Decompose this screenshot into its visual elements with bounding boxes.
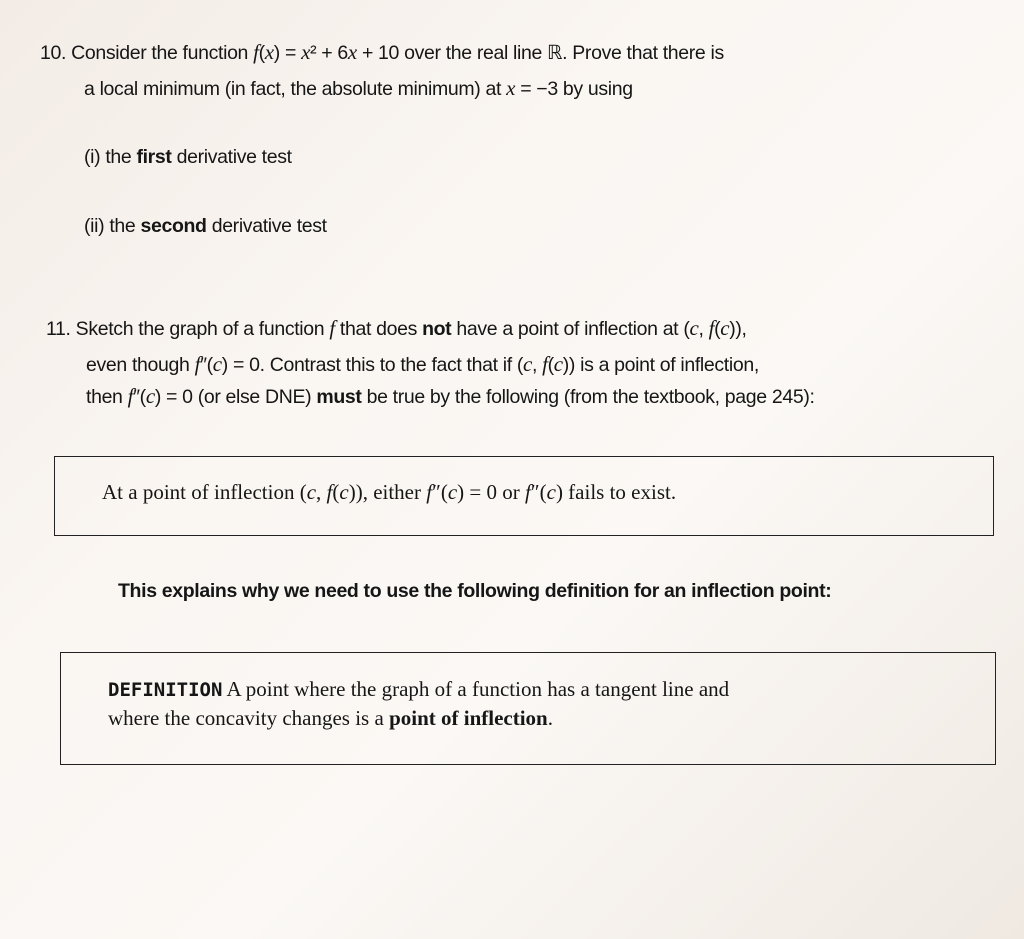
text-segment: ) fails to exist. bbox=[555, 480, 677, 504]
q11-line-1 bbox=[46, 316, 747, 341]
q10-line-1 bbox=[40, 40, 724, 65]
text-segment: x bbox=[506, 76, 516, 100]
text-segment: ( bbox=[258, 42, 265, 64]
text-segment: second bbox=[140, 215, 207, 237]
text-segment: 10. Consider the function bbox=[40, 42, 254, 64]
text-segment: ) = 0 or bbox=[457, 480, 526, 504]
text-segment: f bbox=[329, 316, 335, 340]
text-segment: where the concavity changes is a bbox=[108, 706, 390, 730]
text-segment: c bbox=[546, 480, 556, 504]
text-segment: At a point of inflection ( bbox=[102, 480, 307, 504]
text-segment: c bbox=[720, 316, 730, 340]
text-segment: c bbox=[145, 384, 155, 408]
q10-part-i bbox=[84, 145, 292, 169]
text-segment: x bbox=[347, 40, 357, 64]
q11-line-2 bbox=[86, 352, 759, 377]
definition-line-2 bbox=[108, 706, 553, 730]
text-segment: ) = bbox=[273, 42, 302, 64]
text-segment: ( bbox=[714, 318, 721, 340]
text-segment: f bbox=[253, 40, 259, 64]
text-segment: + 10 over the real line ℝ. Prove that there is bbox=[356, 42, 724, 64]
text-segment: This explains why we need to use the following definition for an inflection point: bbox=[118, 580, 832, 602]
text-segment: ( bbox=[332, 480, 340, 504]
text-segment: DEFINITION bbox=[108, 679, 223, 701]
text-segment: , bbox=[531, 354, 543, 376]
q10-part-ii bbox=[84, 214, 327, 238]
text-segment: f bbox=[525, 480, 531, 504]
text-segment: be true by the following (from the textbook, page 245): bbox=[361, 386, 815, 408]
text-segment: f bbox=[127, 384, 134, 408]
text-segment: c bbox=[306, 480, 317, 504]
text-segment: ″( bbox=[133, 386, 146, 408]
text-segment: first bbox=[136, 146, 172, 168]
text-segment: c bbox=[339, 480, 349, 504]
definition-line-1 bbox=[108, 677, 729, 702]
text-segment: , bbox=[698, 318, 709, 340]
text-segment: c bbox=[212, 352, 222, 376]
text-segment: ″( bbox=[432, 480, 448, 504]
text-segment: ) = 0 (or else DNE) bbox=[154, 386, 317, 408]
explanation-text bbox=[118, 579, 831, 603]
text-segment: 11. Sketch the graph of a function bbox=[46, 318, 330, 340]
text-segment: have a point of inflection at ( bbox=[451, 318, 690, 340]
text-segment: ″( bbox=[530, 480, 547, 504]
text-segment: then bbox=[86, 386, 128, 408]
text-segment: . bbox=[547, 706, 553, 730]
text-segment: even though bbox=[86, 354, 195, 376]
text-segment: f bbox=[326, 480, 333, 504]
text-segment: x bbox=[301, 40, 311, 64]
text-segment: that does bbox=[334, 318, 423, 340]
text-segment: A point where the graph of a function has a tangent line and bbox=[222, 677, 730, 701]
text-segment: f bbox=[542, 352, 548, 376]
text-segment: , bbox=[316, 480, 327, 504]
text-segment: f bbox=[426, 480, 433, 504]
q10-line-2 bbox=[84, 76, 633, 101]
text-segment: )), bbox=[729, 318, 747, 340]
text-segment: ² + 6 bbox=[310, 42, 348, 64]
text-segment: derivative test bbox=[171, 146, 292, 168]
text-segment: x bbox=[264, 40, 274, 64]
text-segment: ″( bbox=[200, 354, 213, 376]
text-segment: a local minimum (in fact, the absolute minimum) at bbox=[84, 78, 507, 100]
text-segment: (i) the bbox=[84, 146, 137, 168]
text-segment: c bbox=[689, 316, 699, 340]
text-segment: c bbox=[523, 352, 532, 376]
text-segment: not bbox=[422, 318, 452, 340]
text-segment: c bbox=[553, 352, 563, 376]
text-segment: point of inflection bbox=[389, 706, 548, 730]
text-segment: ) = 0. Contrast this to the fact that if ( bbox=[221, 354, 523, 376]
q11-line-3 bbox=[86, 384, 815, 409]
text-segment: ( bbox=[547, 354, 554, 376]
text-segment: f bbox=[194, 352, 201, 376]
text-segment: must bbox=[316, 386, 362, 408]
text-segment: = −3 by using bbox=[515, 78, 633, 100]
text-segment: )) is a point of inflection, bbox=[562, 354, 759, 376]
text-segment: (ii) the bbox=[84, 215, 141, 237]
text-segment: )), either bbox=[348, 480, 427, 504]
text-segment: c bbox=[447, 480, 458, 504]
text-segment: f bbox=[708, 316, 715, 340]
theorem-text bbox=[102, 480, 676, 504]
text-segment: derivative test bbox=[206, 215, 327, 237]
